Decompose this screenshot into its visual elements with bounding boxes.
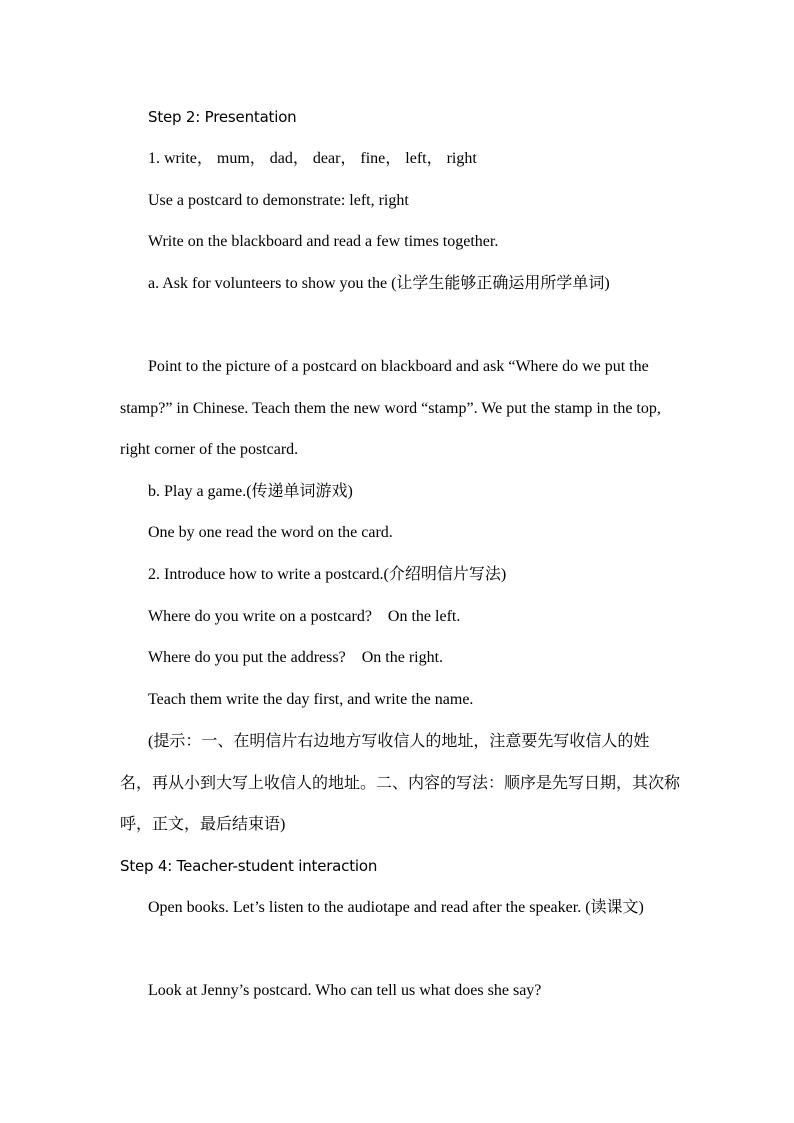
question-write-line: Where do you write on a postcard? On the left.: [148, 608, 461, 625]
postcard-demo-line: Use a postcard to demonstrate: left, right: [148, 192, 409, 209]
question-address-line: Where do you put the address? On the right.: [148, 649, 444, 666]
read-card-line: One by one read the word on the card.: [148, 524, 393, 541]
teach-day-line: Teach them write the day first, and write the name.: [148, 691, 474, 708]
blackboard-line: Write on the blackboard and read a few times together.: [148, 233, 499, 250]
vocabulary-line: 1. write， mum， dad， dear， fine， left， right: [148, 150, 477, 167]
tips-paragraph: (提示：一、在明信片右边地方写收信人的地址，注意要先写收信人的姓名，再从小到大写上收信人的地址。二、内容的写法：顺序是先写日期，其次称呼，正文，最后结束语): [120, 733, 681, 833]
step4-heading: Step 4: Teacher-student interaction: [120, 857, 378, 875]
stamp-paragraph: Point to the picture of a postcard on blackboard and ask “Where do we put the stamp?” in Chinese. Teach them the new word “stamp”. We put the stamp in the top, right corner of the postcard.: [120, 358, 661, 458]
look-jenny-line: Look at Jenny’s postcard. Who can tell us what does she say?: [148, 982, 542, 999]
introduce-postcard-line: 2. Introduce how to write a postcard.(介绍明信片写法): [148, 566, 507, 583]
step2-heading: Step 2: Presentation: [148, 108, 297, 126]
volunteers-paragraph: a. Ask for volunteers to show you the (让学生能够正确运用所学单词): [148, 275, 610, 292]
play-game-line: b. Play a game.(传递单词游戏): [148, 483, 353, 500]
open-books-paragraph: Open books. Let’s listen to the audiotape and read after the speaker. (读课文): [148, 899, 644, 916]
